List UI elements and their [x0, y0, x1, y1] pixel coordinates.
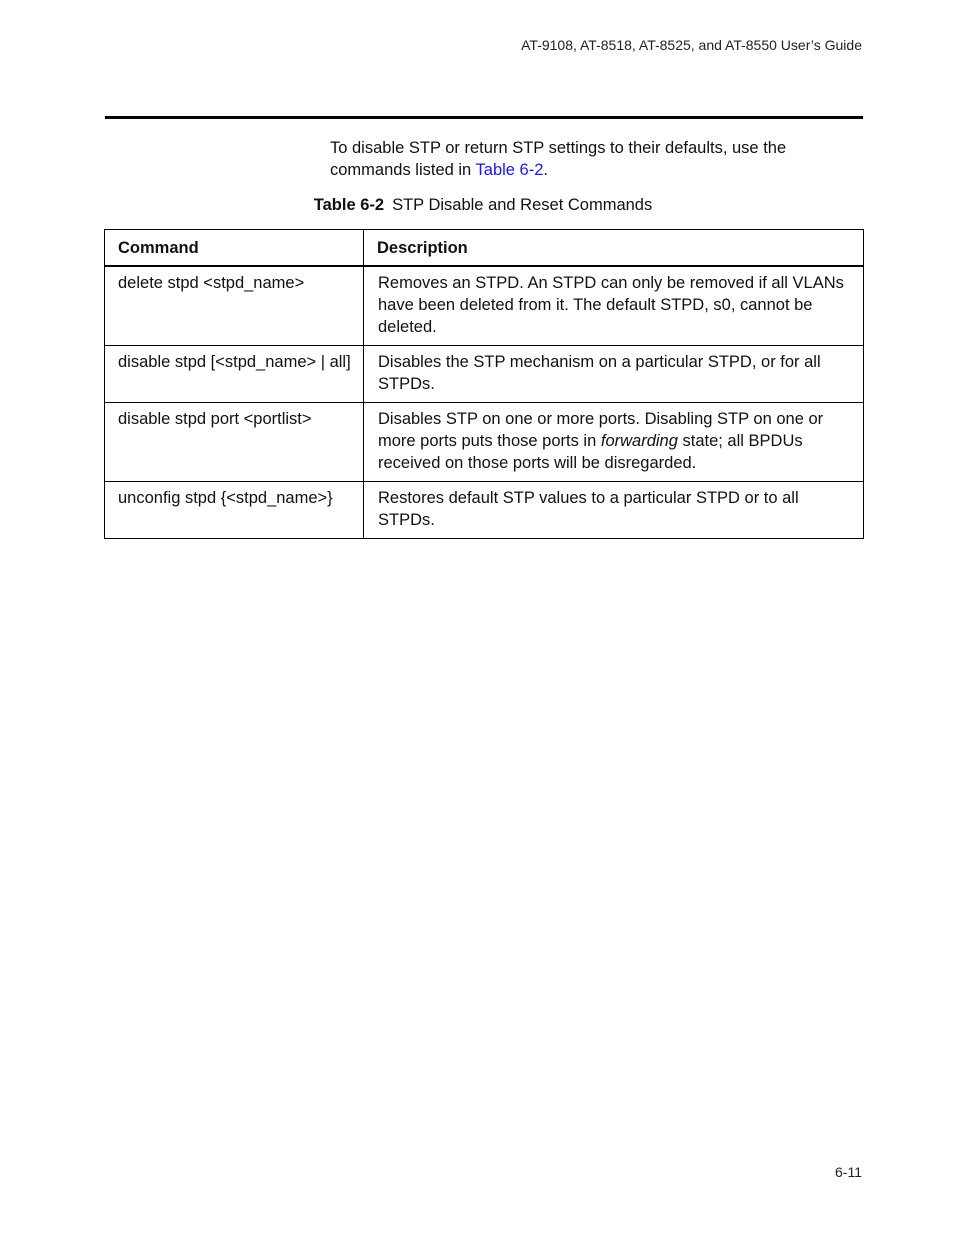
description-cell: Disables the STP mechanism on a particular STPD, or for all STPDs.	[364, 346, 864, 403]
table-caption	[0, 196, 954, 215]
command-cell: disable stpd [<stpd_name> | all]	[105, 346, 364, 403]
table-row	[105, 482, 864, 539]
description-text: Disables STP on one or more ports. Disabling STP on one or more ports puts those ports in	[378, 410, 824, 450]
description-cell	[364, 403, 864, 482]
table-row	[105, 403, 864, 482]
intro-text-end: .	[543, 161, 548, 179]
command-cell: delete stpd <stpd_name>	[105, 266, 364, 346]
stp-commands-table	[104, 229, 864, 539]
column-header-description: Description	[364, 230, 864, 267]
table-row	[105, 266, 864, 346]
description-emphasis: forwarding	[600, 432, 678, 450]
table-row	[105, 346, 864, 403]
intro-paragraph	[330, 137, 850, 181]
description-cell: Removes an STPD. An STPD can only be removed if all VLANs have been deleted from it. The default STPD, s0, cannot be deleted.	[364, 266, 864, 346]
intro-text: To disable STP or return STP settings to their defaults, use the commands listed in	[330, 139, 787, 179]
description-cell: Restores default STP values to a particular STPD or to all STPDs.	[364, 482, 864, 539]
table-caption-number: Table 6-2	[313, 196, 385, 214]
header-rule	[105, 116, 863, 119]
column-header-command: Command	[105, 230, 364, 267]
table-reference-link[interactable]: Table 6-2	[475, 161, 544, 179]
table-caption-title: STP Disable and Reset Commands	[392, 196, 653, 214]
description-text-end: state; all BPDUs received on those ports will be disregarded.	[378, 432, 803, 472]
command-cell: disable stpd port <portlist>	[105, 403, 364, 482]
page-number: 6-11	[835, 1164, 862, 1180]
command-cell: unconfig stpd {<stpd_name>}	[105, 482, 364, 539]
running-header: AT-9108, AT-8518, AT-8525, and AT-8550 User’s Guide	[521, 37, 862, 53]
table-header-row	[105, 230, 864, 267]
